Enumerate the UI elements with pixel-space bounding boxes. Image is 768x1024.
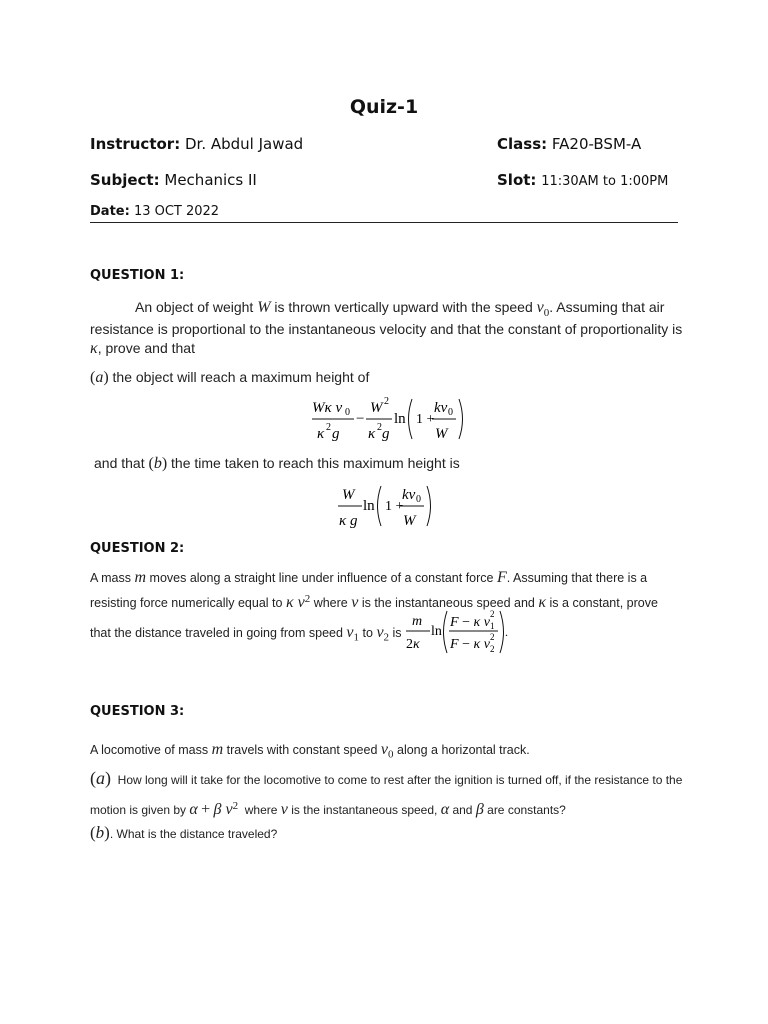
question-3-part-a: (a) How long will it take for the locomotive to come to rest after the ignition is turned off, if the resistance to the [90,768,683,788]
question-1-line-2: resistance is proportional to the instantaneous velocity and that the constant of proportionality is [90,321,683,337]
svg-text:F − κ v: F − κ v [450,637,490,652]
time-formula [336,480,436,532]
max-height-formula [308,393,468,445]
question-2-line-1: A mass m moves along a straight line under influence of a constant force F. Assuming that there is a [90,569,648,586]
slot-value: 11:30AM to 1:00PM [541,174,669,189]
svg-text:κ: κ [317,426,325,442]
svg-text:2: 2 [384,396,389,407]
subject-field [90,171,257,189]
svg-text:.: . [505,625,508,639]
svg-text:W: W [342,487,355,503]
svg-text:2: 2 [377,422,382,433]
question-3-line-1: A locomotive of mass m travels with constant speed $v_0$ along a horizontal track. [90,741,530,761]
svg-text:Wκ v: Wκ v [312,400,343,416]
svg-text:W: W [370,400,383,416]
svg-text:1: 1 [490,621,495,631]
svg-text:0: 0 [448,407,453,418]
slot-label: Slot: [497,171,537,189]
class-value: FA20-BSM-A [551,135,642,153]
svg-text:kv: kv [434,400,448,416]
svg-text:2: 2 [490,609,495,619]
question-1-heading: QUESTION 1: [90,268,185,283]
distance-formula [404,608,514,658]
svg-text:g: g [382,426,390,442]
question-3-part-b: (b). What is the distance traveled? [90,823,278,842]
svg-text:1 +: 1 + [416,412,435,427]
svg-text:2: 2 [490,644,495,654]
question-1-part-b: and that (b) the time taken to reach this maximum height is [94,455,460,472]
class-label: Class [497,135,542,153]
svg-text:ln: ln [363,498,375,514]
svg-text:kv: kv [402,487,416,503]
svg-text:W: W [403,513,416,529]
svg-text:F − κ v: F − κ v [450,615,490,630]
question-2-line-3: that the distance traveled in going from speed $v_1$ to $v_2$ is [90,624,402,644]
instructor-value: Dr. Abdul Jawad [184,135,304,153]
question-1-part-a: (a) the object will reach a maximum height of [90,369,370,386]
svg-text:2: 2 [326,422,331,433]
subject-value: Mechanics II [164,171,257,189]
svg-text:0: 0 [416,494,421,505]
class-field: Class: FA20-BSM-A [497,135,642,153]
svg-text:m: m [412,614,423,629]
svg-text:2: 2 [490,632,495,642]
svg-text:g: g [332,426,340,442]
svg-text:W: W [435,426,448,442]
svg-text:κ: κ [368,426,376,442]
page-title: Quiz-1 [349,96,419,118]
svg-text:ln: ln [431,624,442,639]
question-2-heading: QUESTION 2: [90,541,185,556]
question-3-heading: QUESTION 3: [90,704,185,719]
instructor-label: Instructor [90,135,175,153]
date-value: 13 OCT 2022 [133,204,220,219]
question-3-line-3: motion is given by α + β $v^2$ where v is the instantaneous speed, α and β are constants? [90,800,566,818]
question-2-line-2: resisting force numerically equal to κ $v^2$ where v is the instantaneous speed and κ is a constant, prove [90,593,658,612]
header-divider [90,222,678,223]
subject-label: Subject: [90,171,160,189]
svg-text:−: − [356,411,365,427]
svg-text:κ g: κ g [339,513,358,529]
svg-text:1 +: 1 + [385,499,404,514]
slot-field [497,171,668,189]
date-field [90,204,219,219]
date-label: Date: [90,204,130,219]
svg-text:2κ: 2κ [406,637,420,652]
svg-text:ln: ln [394,411,406,427]
question-1-line-3: κ, prove and that [90,340,195,357]
instructor-field: Instructor: Dr. Abdul Jawad [90,135,304,153]
question-1-line-1: An object of weight W is thrown vertically upward with the speed $v_0$. Assuming that air [135,299,665,319]
svg-text:0: 0 [345,407,350,418]
